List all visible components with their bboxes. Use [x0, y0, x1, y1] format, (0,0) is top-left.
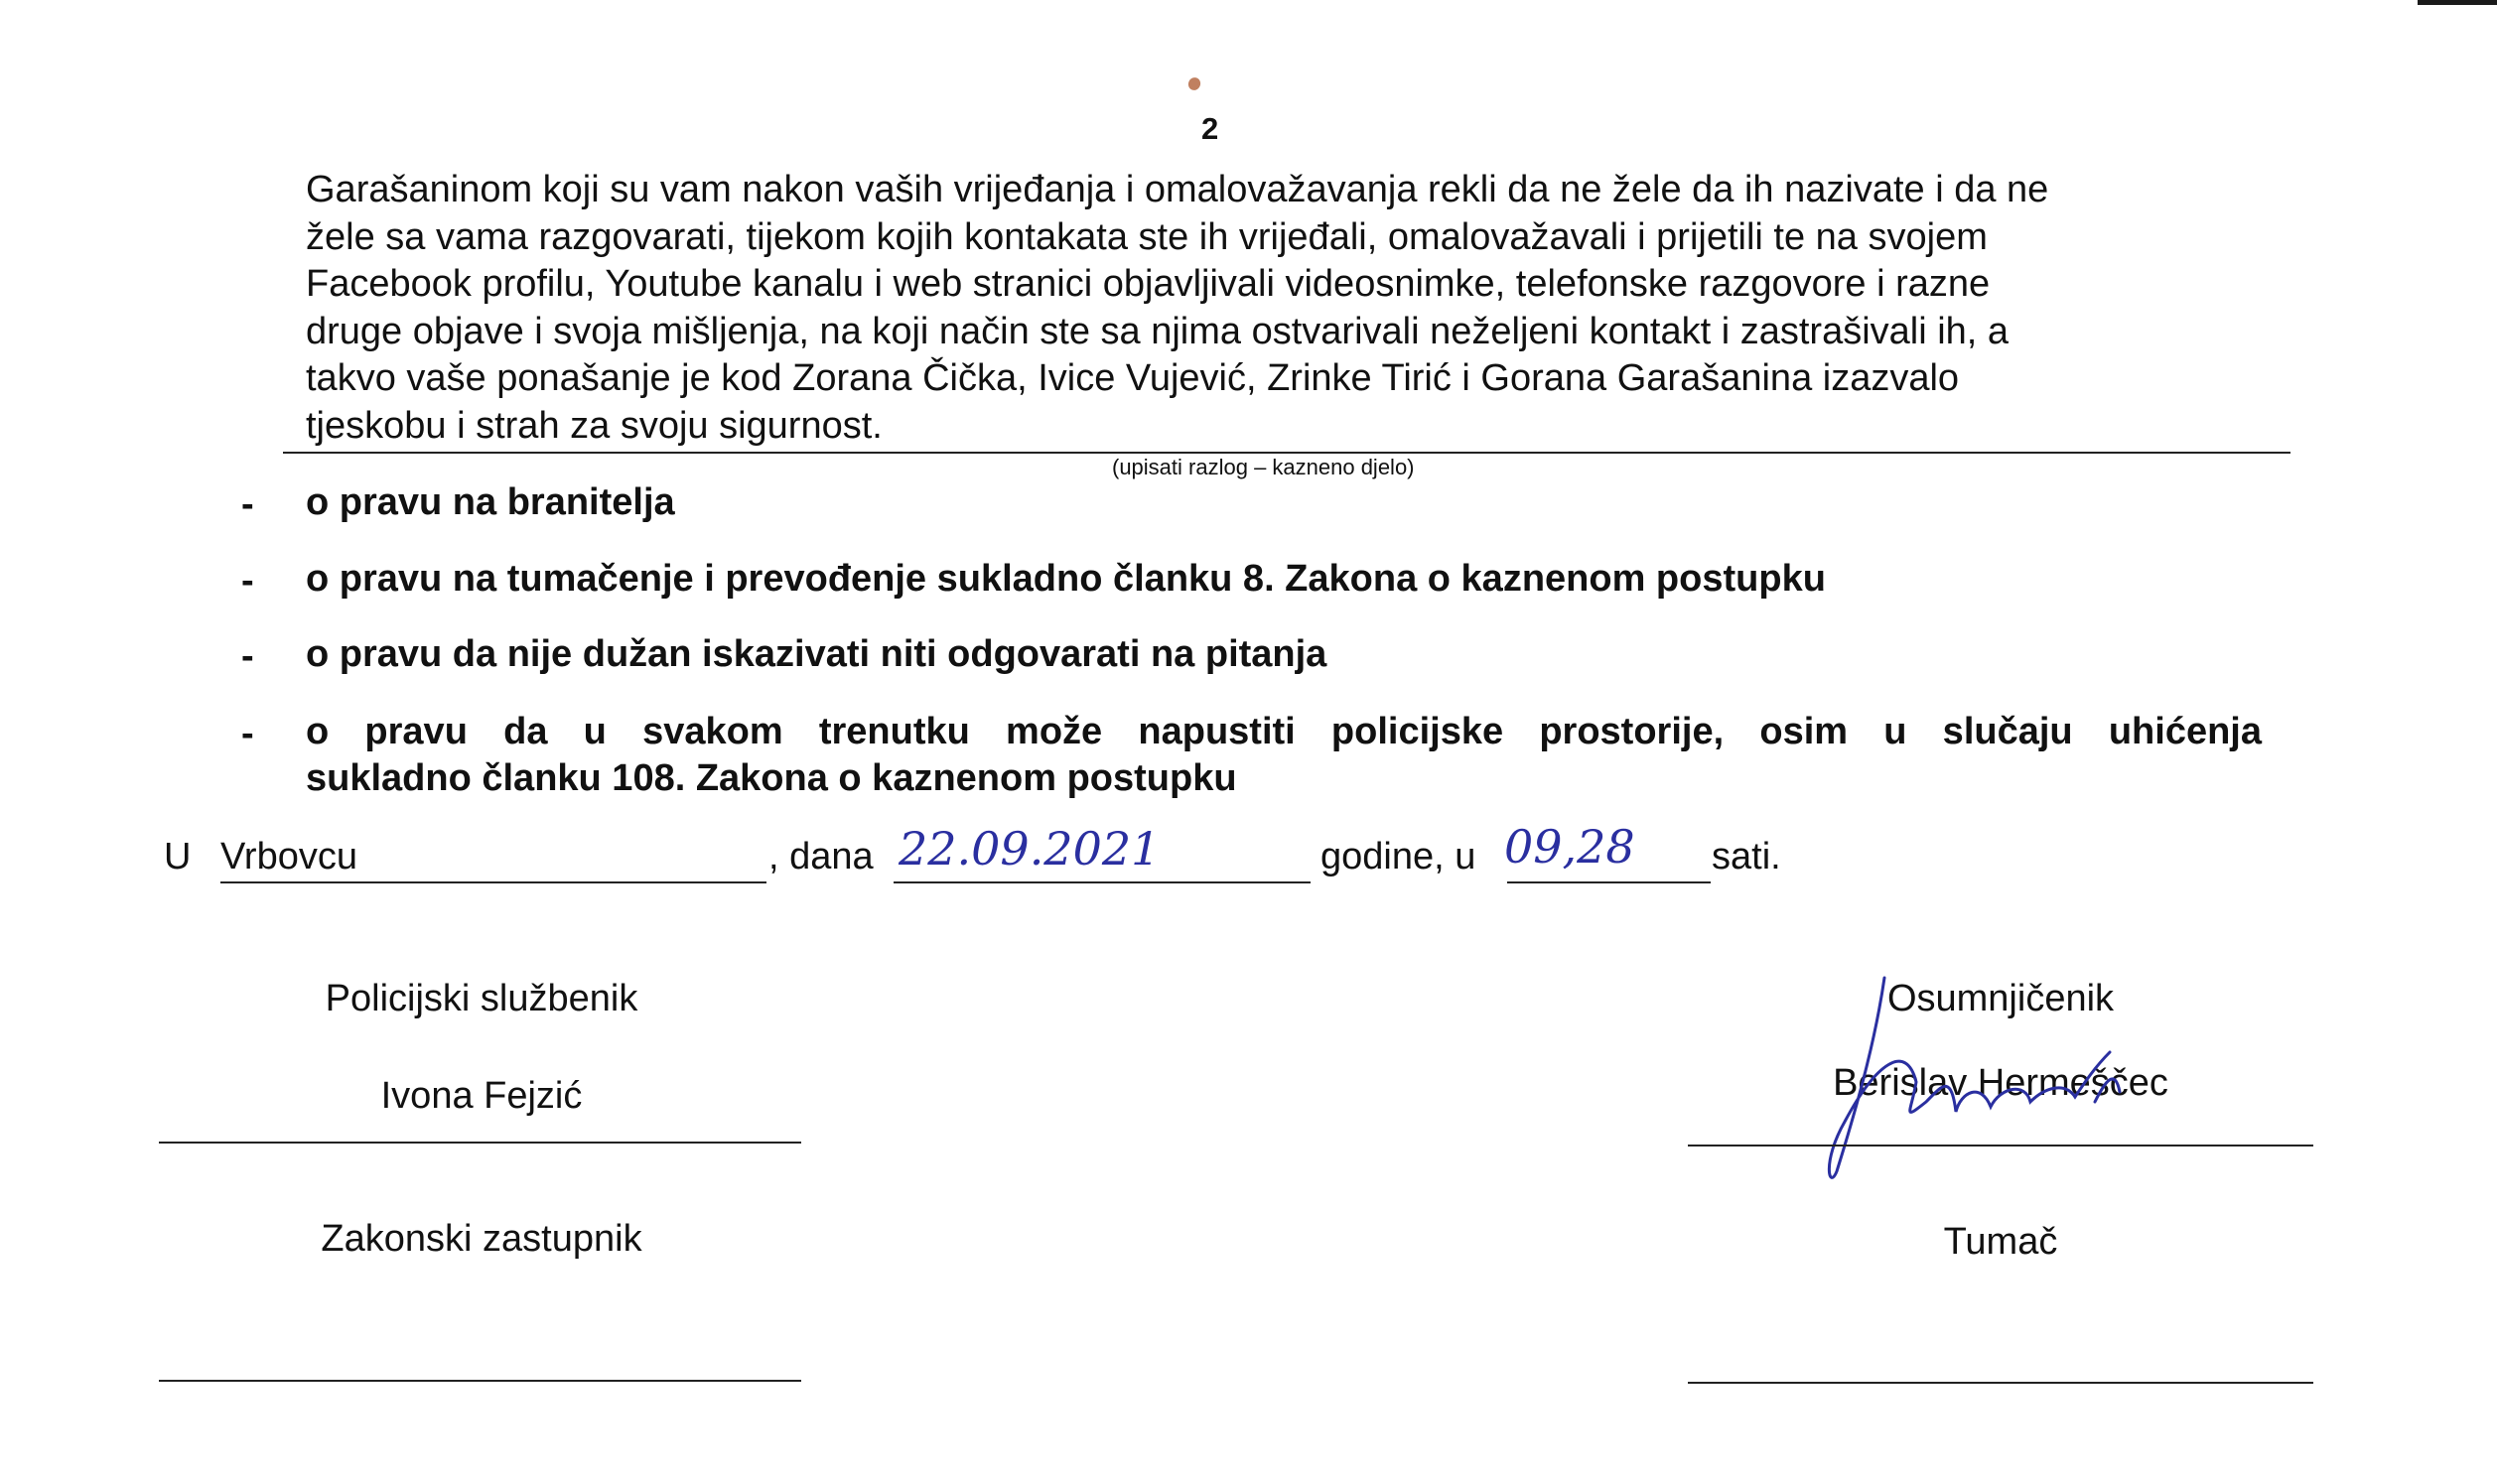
time-underline	[1507, 881, 1711, 883]
interpreter-signature-line	[1688, 1382, 2313, 1384]
reason-line: tjeskobu i strah za svoju sigurnost.	[306, 404, 883, 447]
right-item-silence: o pravu da nije dužan iskazivati niti odgovarati na pitanja	[306, 633, 1327, 675]
officer-signature-line	[159, 1142, 801, 1144]
officer-name: Ivona Fejzić	[380, 1075, 583, 1117]
time-suffix: sati.	[1712, 836, 1781, 877]
right-item-leave-premises-continuation: sukladno članku 108. Zakona o kaznenom postupku	[306, 757, 1237, 799]
reason-hint: (upisati razlog – kazneno djelo)	[1112, 455, 1415, 479]
time-handwritten: 09,28	[1504, 820, 1635, 874]
date-handwritten: 22.09.2021	[899, 822, 1161, 876]
officer-label: Policijski službenik	[325, 978, 638, 1019]
place-prefix: U	[164, 836, 192, 877]
suspect-signature-line	[1688, 1145, 2313, 1147]
suspect-name: Berislav Hermeščec	[1833, 1062, 2168, 1104]
place-underline	[220, 881, 766, 883]
right-item-leave-premises: o pravu da u svakom trenutku može napustiti policijske prostorije, osim u slučaju uhićenja	[306, 711, 2262, 752]
bullet-dash: -	[241, 713, 254, 754]
reason-line: takvo vaše ponašanje je kod Zorana Čička, Ivice Vujević, Zrinke Tirić i Gorana Garašanina izazvalo	[306, 357, 1960, 399]
reason-paragraph	[306, 167, 2252, 450]
place-value: Vrbovcu	[220, 836, 357, 877]
right-item-defense-counsel: o pravu na branitelja	[306, 481, 675, 523]
suspect-label: Osumnjičenik	[1886, 978, 2115, 1019]
reason-line: žele sa vama razgovarati, tijekom kojih kontakata ste ih vrijeđali, omalovažavali i prijetili te na svojem	[306, 215, 1988, 258]
bullet-dash: -	[241, 483, 254, 525]
reason-underline	[283, 452, 2290, 454]
suspect-handwritten-signature	[1767, 973, 2194, 1191]
date-label: , dana	[768, 836, 874, 877]
scan-edge-mark	[2418, 0, 2497, 5]
interpreter-label: Tumač	[1943, 1221, 2058, 1263]
year-label: godine, u	[1320, 836, 1476, 877]
bullet-dash: -	[241, 560, 254, 602]
reason-line: druge objave i svoja mišljenja, na koji način ste sa njima ostvarivali neželjeni kontakt i zastrašivali ih, a	[306, 310, 2010, 352]
scan-speck	[1186, 75, 1202, 92]
date-underline	[894, 881, 1311, 883]
legal-representative-label: Zakonski zastupnik	[321, 1218, 642, 1260]
legal-representative-signature-line	[159, 1380, 801, 1382]
reason-line: Facebook profilu, Youtube kanalu i web stranici objavljivali videosnimke, telefonske razgovore i razne	[306, 263, 1991, 305]
reason-line: Garašaninom koji su vam nakon vaših vrijeđanja i omalovažavanja rekli da ne žele da ih nazivate i da ne	[306, 169, 2049, 210]
right-item-interpretation: o pravu na tumačenje i prevođenje sukladno članku 8. Zakona o kaznenom postupku	[306, 558, 1826, 600]
bullet-dash: -	[241, 635, 254, 677]
page-number: 2	[1201, 111, 1219, 146]
